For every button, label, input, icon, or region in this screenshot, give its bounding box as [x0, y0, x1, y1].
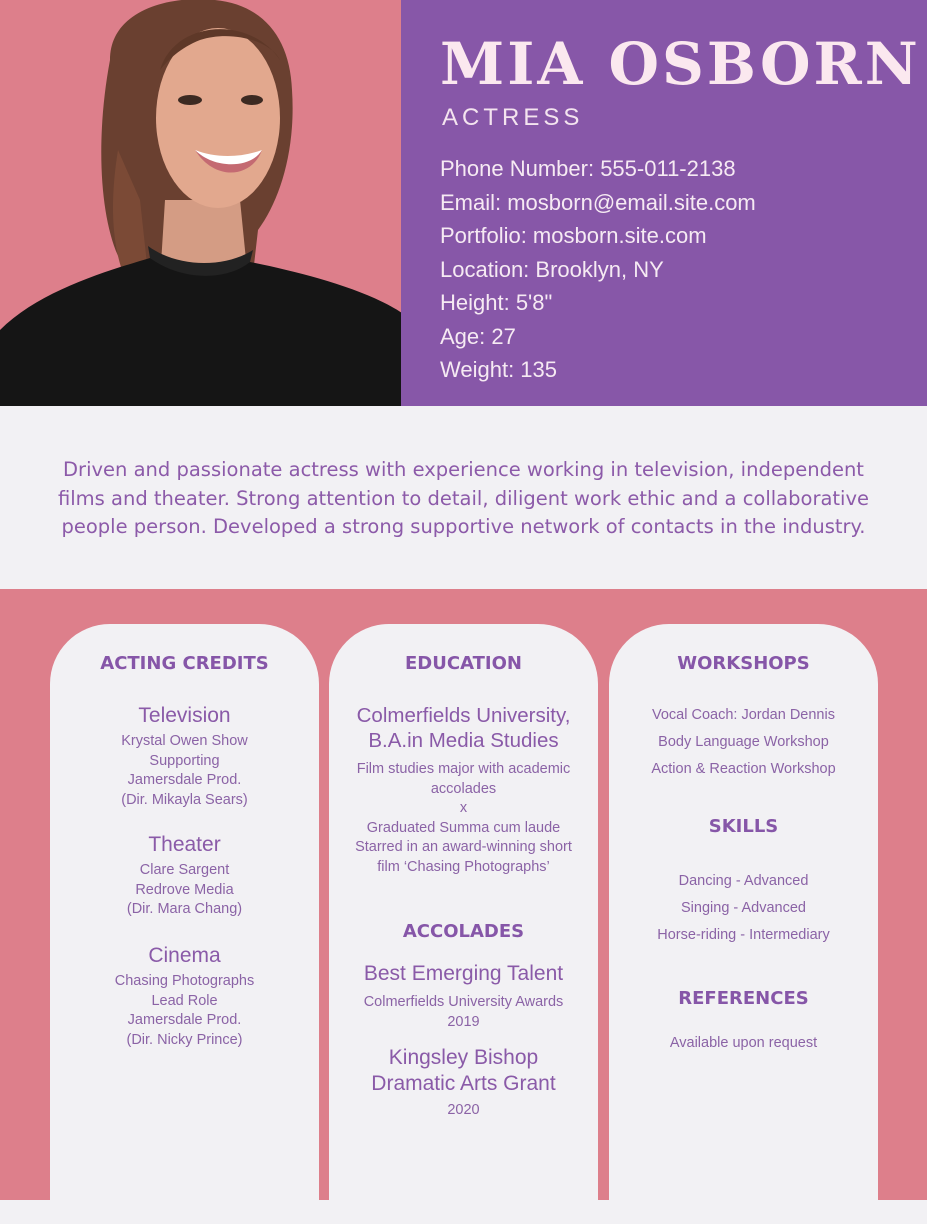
- workshop-item: Vocal Coach: Jordan Dennis: [652, 707, 835, 723]
- credit-line: Jamersdale Prod.: [127, 772, 242, 788]
- education-detail: Film studies major with academic: [356, 761, 571, 777]
- school-line: Colmerfields University,: [356, 704, 571, 727]
- education-detail: Starred in an award-winning short: [355, 839, 572, 855]
- credit-cinema-details: [50, 972, 319, 1050]
- credit-line: Supporting: [149, 752, 220, 769]
- credit-line: (Dir. Nicky Prince): [126, 1031, 243, 1048]
- credit-category-cinema: Cinema: [148, 944, 221, 967]
- credit-category-television: Television: [138, 704, 231, 727]
- credit-line: Jamersdale Prod.: [127, 1012, 242, 1028]
- degree-line: B.A.in Media Studies: [368, 729, 559, 752]
- skill-item: Horse-riding - Intermediary: [657, 927, 830, 943]
- credit-line: (Dir. Mara Chang): [126, 901, 243, 917]
- credit-line: (Dir. Mikayla Sears): [121, 791, 248, 808]
- education-title: EDUCATION: [405, 653, 522, 674]
- profile-photo: [0, 0, 425, 406]
- education-details: [329, 760, 598, 877]
- contact-location: Location: Brooklyn, NY: [440, 256, 664, 282]
- workshops-title: WORKSHOPS: [677, 653, 810, 674]
- workshops-card: [609, 624, 878, 1224]
- credit-category-theater: Theater: [148, 833, 221, 856]
- contact-portfolio: Portfolio: mosborn.site.com: [440, 223, 707, 248]
- skill-item: Dancing - Advanced: [678, 873, 809, 889]
- accolade-name-line: Dramatic Arts Grant: [371, 1072, 556, 1095]
- header: [0, 0, 927, 406]
- workshop-item: Action & Reaction Workshop: [651, 761, 836, 777]
- skills-list: [609, 868, 878, 949]
- credit-line: Lead Role: [151, 992, 218, 1009]
- education-card: [329, 624, 598, 1224]
- contact-height: Height: 5'8": [440, 290, 553, 315]
- accolade-line: 2019: [447, 1013, 480, 1030]
- acting-credits-title: ACTING CREDITS: [100, 653, 269, 674]
- accolade-name-line: Kingsley Bishop: [388, 1046, 539, 1069]
- credit-line: Chasing Photographs: [114, 973, 255, 989]
- accolade-details: [329, 993, 598, 1032]
- credit-line: Redrove Media: [135, 881, 234, 898]
- contact-phone: Phone Number: 555-011-2138: [440, 156, 736, 181]
- education-detail: x: [459, 800, 468, 816]
- references-text: Available upon request: [669, 1035, 818, 1051]
- workshop-item: Body Language Workshop: [658, 734, 829, 750]
- education-school: [329, 703, 598, 753]
- credit-theater-details: [50, 861, 319, 920]
- accolade-line: 2020: [447, 1102, 480, 1118]
- acting-credits-card: [50, 624, 319, 1224]
- skill-item: Singing - Advanced: [681, 900, 806, 916]
- contact-list: [440, 152, 756, 387]
- credit-television-details: [50, 732, 319, 810]
- candidate-name: MIA OSBORN: [440, 30, 921, 98]
- accolade-details: [329, 1101, 598, 1121]
- accolade-name: [329, 1045, 598, 1097]
- accolade-line: Colmerfields University Awards: [363, 994, 564, 1010]
- education-detail: accolades: [430, 780, 497, 797]
- accolade-name: Best Emerging Talent: [363, 962, 564, 985]
- education-detail: film ‘Chasing Photographs’: [377, 858, 550, 875]
- credit-line: Clare Sargent: [139, 862, 230, 878]
- references-title: REFERENCES: [678, 988, 809, 1009]
- accolades-title: ACCOLADES: [402, 921, 525, 942]
- summary-section: [0, 406, 927, 589]
- skills-title: SKILLS: [708, 816, 779, 837]
- contact-age: Age: 27: [440, 323, 516, 349]
- education-detail: Graduated Summa cum laude: [366, 819, 561, 836]
- credit-line: Krystal Owen Show: [121, 733, 248, 749]
- workshops-list: [609, 702, 878, 783]
- candidate-role: ACTRESS: [442, 104, 584, 131]
- contact-weight: Weight: 135: [440, 357, 558, 382]
- summary-text: Driven and passionate actress with experience working in television, independent films and theater. Strong attention to detail, diligent work ethic and a collaborative people person. Developed a strong supportive network of contacts in the industry.: [57, 458, 870, 538]
- contact-email: Email: mosborn@email.site.com: [440, 189, 756, 215]
